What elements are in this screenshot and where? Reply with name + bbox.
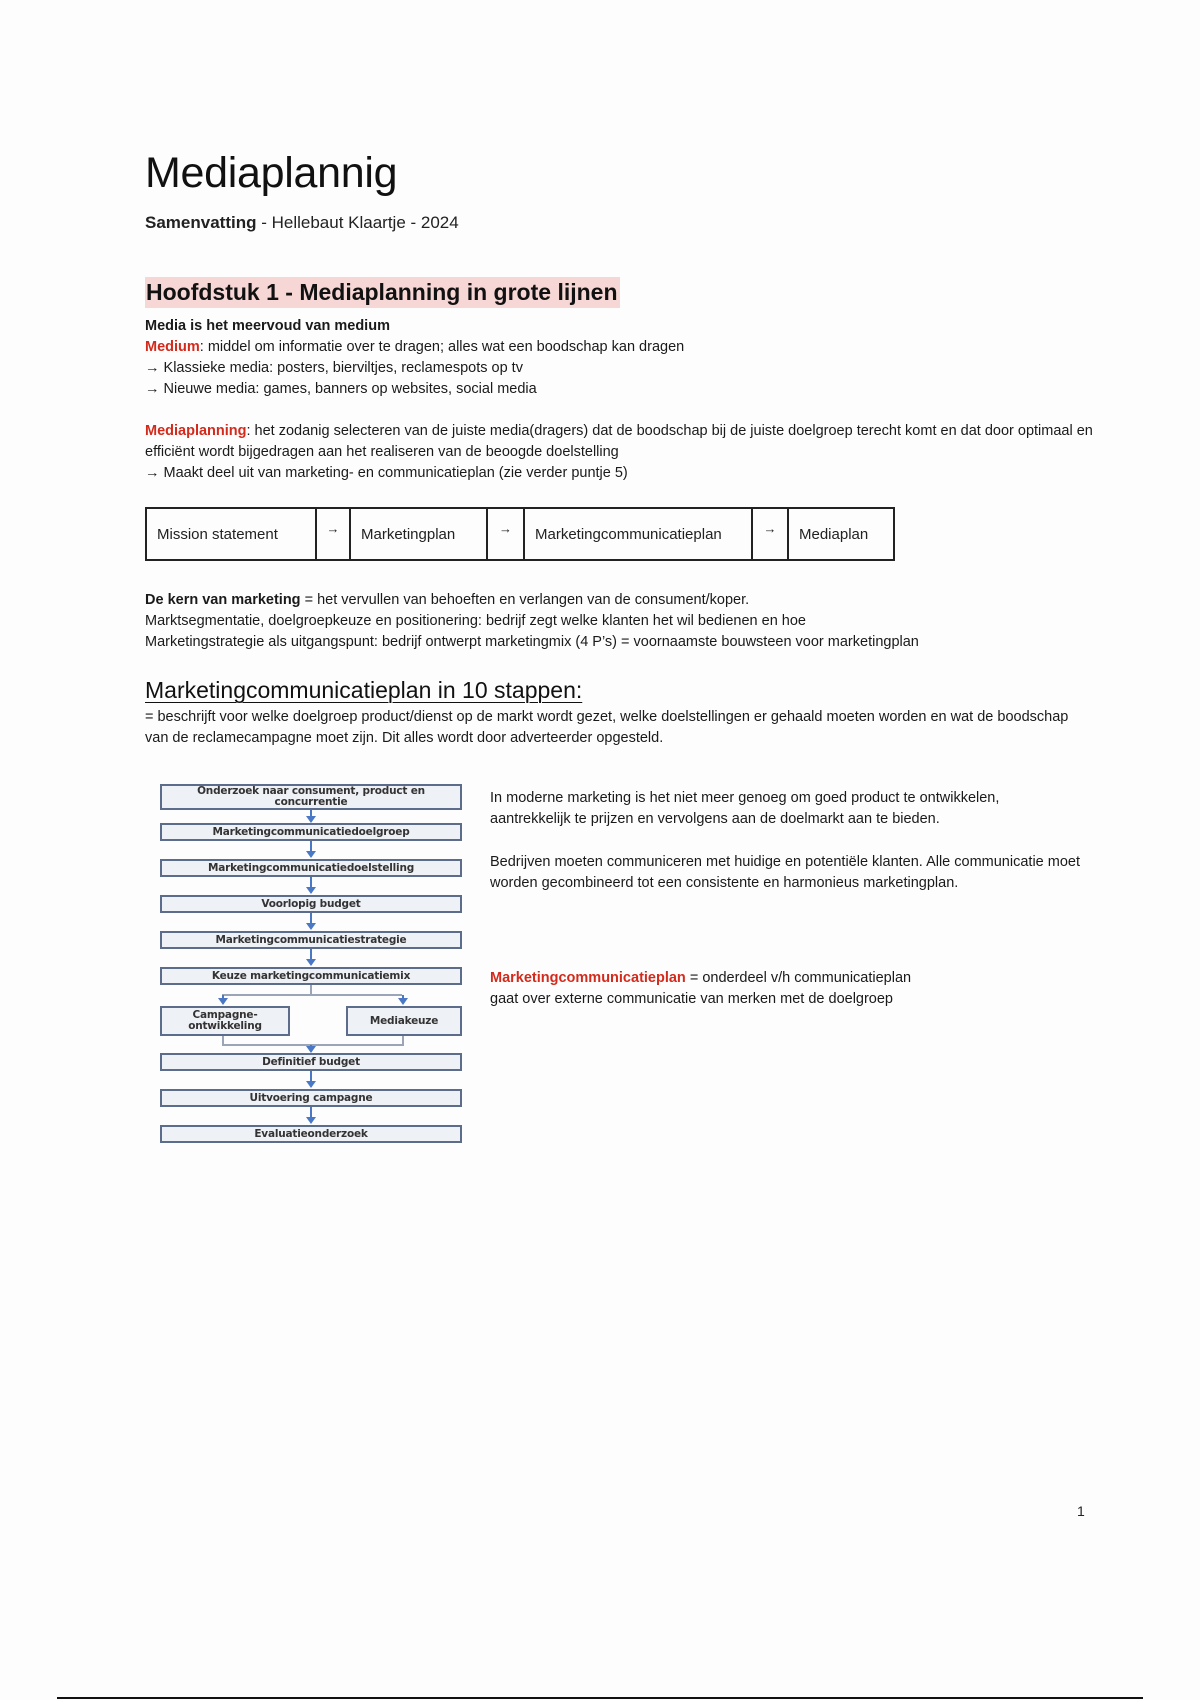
diagram-step-evaluatie: Evaluatieonderzoek bbox=[160, 1125, 462, 1143]
strategy-line: Marketingstrategie als uitgangspunt: bedrijf ontwerpt marketingmix (4 P’s) = voornaamste bouwsteen voor marketingplan bbox=[145, 634, 919, 650]
modern-marketing-paragraph: In moderne marketing is het niet meer genoeg om goed product te ontwikkelen, aantrekkelijk te prijzen en vervolgens aan de doelmarkt aan te bieden. bbox=[490, 790, 1000, 827]
marketing-core-def: = het vervullen van behoeften en verlangen van de consument/koper. bbox=[300, 592, 750, 608]
classic-media-line: → Klassieke media: posters, bierviltjes, reclamespots op tv bbox=[145, 360, 523, 376]
segmentation-line: Marktsegmentatie, doelgroepkeuze en positionering: bedrijf zegt welke klanten het wil bedienen en hoe bbox=[145, 613, 806, 629]
arrow-down-icon bbox=[218, 998, 228, 1005]
arrow-down-icon bbox=[306, 816, 316, 823]
diagram-step-uitvoering: Uitvoering campagne bbox=[160, 1089, 462, 1107]
flow-step-mission: Mission statement bbox=[147, 509, 317, 559]
arrow-down-icon bbox=[398, 998, 408, 1005]
section-description: = beschrijft voor welke doelgroep product/dienst op de markt wordt gezet, welke doelstellingen er gehaald moeten worden en wat de boodschap van de reclamecampagne moet zijn. Dit alles wordt door adverteerder opgesteld. bbox=[145, 709, 1069, 746]
media-plural-line: Media is het meervoud van medium bbox=[145, 318, 390, 334]
diagram-step-definitief-budget: Definitief budget bbox=[160, 1053, 462, 1071]
diagram-step-voorlopig-budget: Voorlopig budget bbox=[160, 895, 462, 913]
flow-step-communicatieplan: Marketingcommunicatieplan bbox=[525, 509, 753, 559]
diagram-step-doelstelling: Marketingcommunicatiedoelstelling bbox=[160, 859, 462, 877]
bottom-divider bbox=[57, 1697, 1143, 1699]
arrow-down-icon bbox=[306, 1081, 316, 1088]
arrow-down-icon bbox=[306, 923, 316, 930]
communicatieplan-paragraph bbox=[490, 968, 1080, 1010]
new-media-line: → Nieuwe media: games, banners op websites, social media bbox=[145, 381, 537, 397]
diagram-step-doelgroep: Marketingcommunicatiedoelgroep bbox=[160, 823, 462, 841]
communicatieplan-term: Marketingcommunicatieplan bbox=[490, 970, 686, 986]
mediaplanning-definition-block bbox=[145, 421, 1095, 484]
mediaplanning-definition bbox=[145, 421, 1095, 463]
flow-step-mediaplan: Mediaplan bbox=[799, 525, 869, 543]
planning-flow-table bbox=[145, 507, 895, 561]
diagram-arrow bbox=[310, 1107, 312, 1117]
diagram-step-campagne-ontwikkeling: Campagne-ontwikkeling bbox=[160, 1006, 290, 1036]
arrow-down-icon bbox=[306, 851, 316, 858]
marketing-core-block bbox=[145, 590, 1095, 653]
mediaplanning-note: → Maakt deel uit van marketing- en communicatieplan (zie verder puntje 5) bbox=[145, 465, 628, 481]
chapter-heading: Hoofdstuk 1 - Mediaplanning in grote lijnen bbox=[145, 277, 620, 308]
media-definition-block bbox=[145, 316, 1065, 400]
diagram-arrow bbox=[310, 913, 312, 923]
arrow-down-icon bbox=[306, 1117, 316, 1124]
communicatieplan-line bbox=[490, 968, 1080, 989]
flow-arrow-icon: → bbox=[753, 509, 789, 559]
mediaplanning-def-text: : het zodanig selecteren van de juiste media(dragers) dat de boodschap bij de juiste doelgroep terecht komt en dat door optimaal en efficiënt wordt bijgedragen aan het realiseren van de beoogde doelstelling bbox=[145, 423, 1093, 460]
arrow-down-icon bbox=[306, 1046, 316, 1053]
flow-arrow-icon: → bbox=[317, 509, 351, 559]
diagram-step-mix: Keuze marketingcommunicatiemix bbox=[160, 967, 462, 985]
ten-steps-diagram bbox=[158, 780, 464, 1152]
marketing-core-line bbox=[145, 590, 1095, 611]
subtitle-label: Samenvatting bbox=[145, 213, 257, 232]
medium-def-text: : middel om informatie over te dragen; alles wat een boodschap kan dragen bbox=[199, 339, 685, 355]
flow-arrow-icon: → bbox=[488, 509, 525, 559]
communicatieplan-line-2: gaat over externe communicatie van merken met de doelgroep bbox=[490, 991, 893, 1007]
document-subtitle bbox=[145, 213, 459, 233]
diagram-arrow bbox=[310, 1071, 312, 1081]
diagram-arrow bbox=[310, 949, 312, 959]
diagram-arrow bbox=[310, 841, 312, 851]
marketing-core-term: De kern van marketing bbox=[145, 592, 301, 608]
medium-definition bbox=[145, 337, 1065, 358]
page-number: 1 bbox=[1077, 1503, 1085, 1519]
subtitle-author-year: - Hellebaut Klaartje - 2024 bbox=[256, 213, 459, 232]
arrow-down-icon bbox=[306, 887, 316, 894]
diagram-step-research: Onderzoek naar consument, product en concurrentie bbox=[160, 784, 462, 810]
section-heading: Marketingcommunicatieplan in 10 stappen: bbox=[145, 677, 583, 703]
document-title: Mediaplannig bbox=[145, 149, 398, 197]
arrow-down-icon bbox=[306, 959, 316, 966]
diagram-connector bbox=[222, 994, 402, 996]
flow-step-marketingplan: Marketingplan bbox=[351, 509, 488, 559]
mediaplanning-term: Mediaplanning bbox=[145, 423, 247, 439]
communication-paragraph: Bedrijven moeten communiceren met huidige en potentiële klanten. Alle communicatie moet worden gecombineerd tot een consistente en harmonieus marketingplan. bbox=[490, 854, 1080, 891]
medium-term: Medium bbox=[145, 339, 200, 355]
diagram-step-strategie: Marketingcommunicatiestrategie bbox=[160, 931, 462, 949]
communicatieplan-def: = onderdeel v/h communicatieplan bbox=[685, 970, 912, 986]
diagram-step-mediakeuze: Mediakeuze bbox=[346, 1006, 462, 1036]
diagram-arrow bbox=[310, 877, 312, 887]
